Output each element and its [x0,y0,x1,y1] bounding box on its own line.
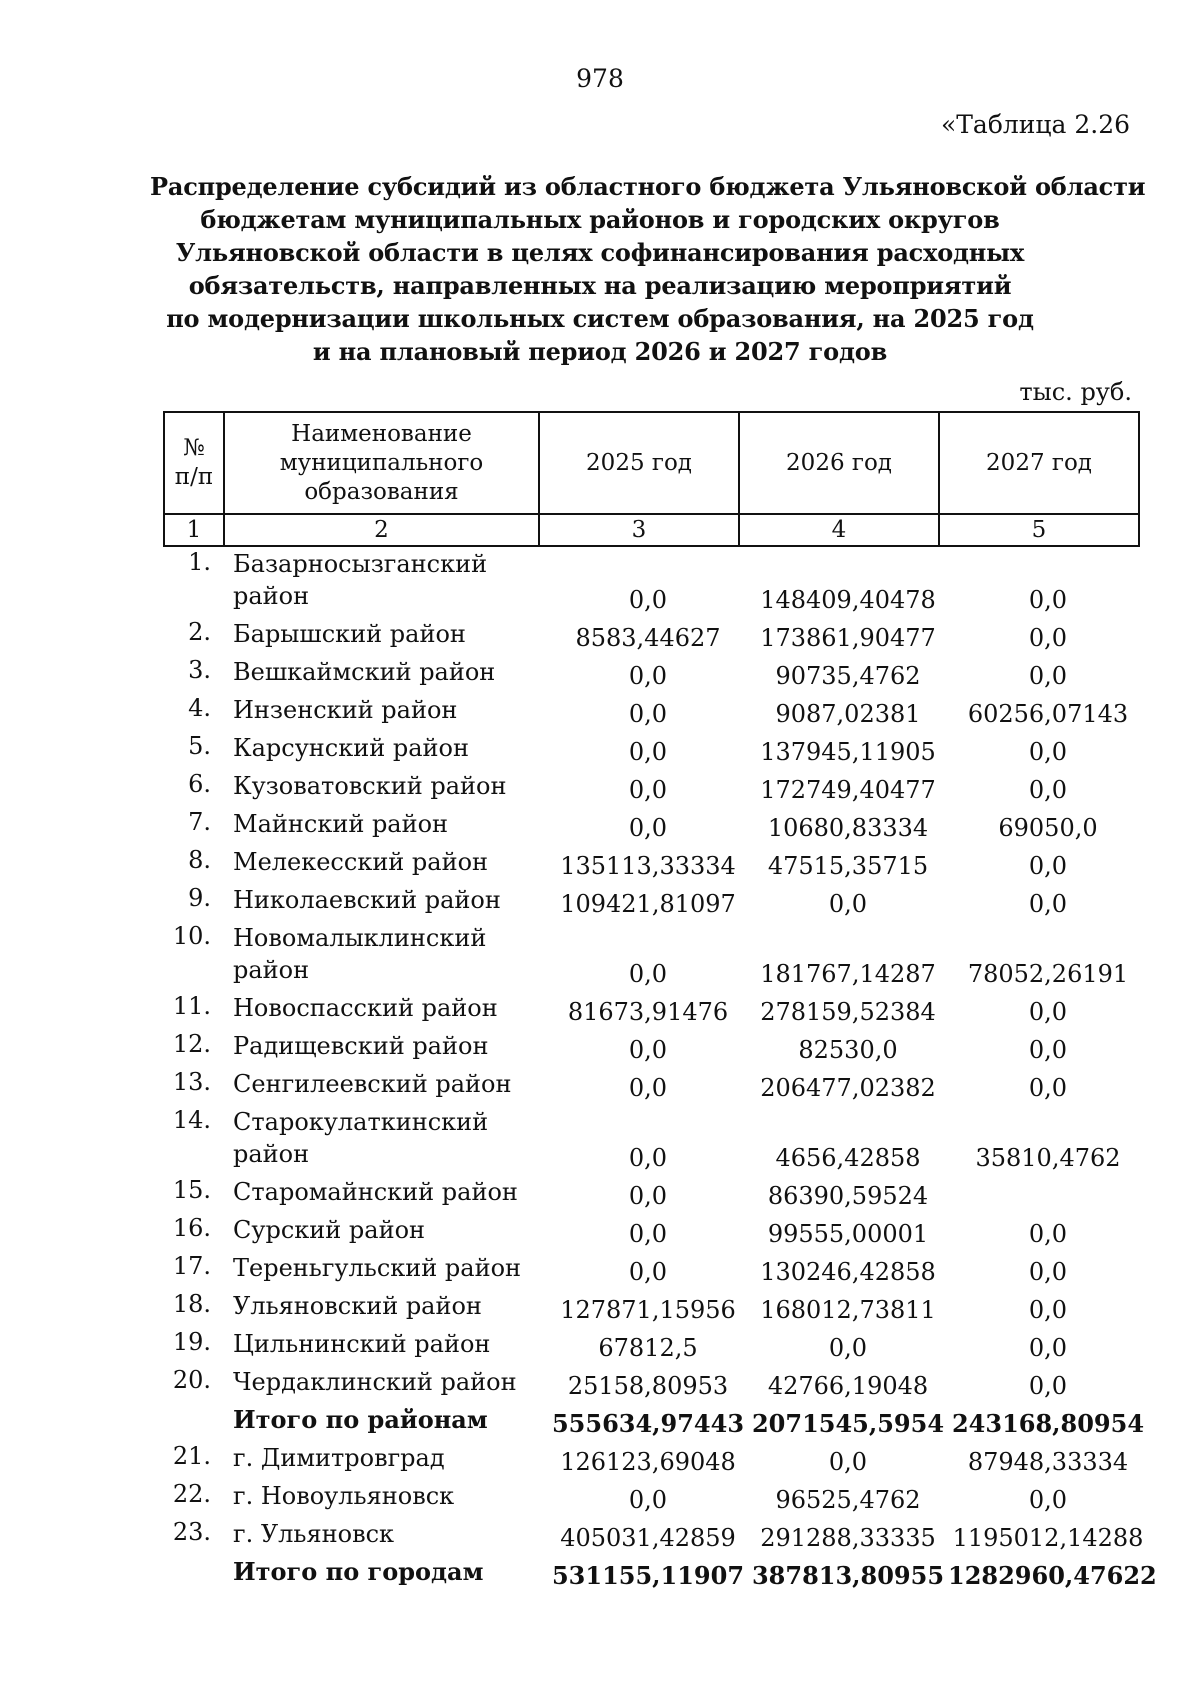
value-2025: 0,0 [628,662,668,690]
municipality-name-line: Базарносызганский [233,550,488,578]
municipality-name [233,1290,523,1322]
value-2025: 109421,81097 [560,890,736,918]
value-2026: 278159,52384 [760,998,936,1026]
value-2027: 69050,0 [998,814,1098,842]
municipality-name [233,1480,523,1512]
value-2027: 0,0 [1028,738,1068,766]
table-row [163,770,1143,808]
title-line: Ульяновской области в целях софинансирования расходных [175,238,1025,267]
value-2026: 86390,59524 [767,1182,929,1210]
table-body [163,548,1157,1594]
value-2027: 0,0 [1028,1486,1068,1514]
value-2025: 8583,44627 [575,624,721,652]
header-cell-2027: 2027 год [939,412,1139,514]
value-2025: 0,0 [628,1486,668,1514]
value-2025: 0,0 [628,1144,668,1172]
value-2027: 0,0 [1028,1074,1068,1102]
value-2027: 243168,80954 [951,1409,1145,1438]
document-title [150,170,1146,368]
title-line: обязательств, направленных на реализацию мероприятий [188,271,1012,300]
value-2025: 0,0 [628,776,668,804]
row-number: 14. [172,1106,211,1134]
value-2027: 78052,26191 [967,960,1129,988]
municipality-name [233,770,523,802]
municipality-name-line: Цильнинский район [233,1330,491,1358]
municipality-name [233,1328,523,1360]
row-number: 4. [188,694,211,722]
municipality-name [233,1106,523,1170]
value-2026: 148409,40478 [760,586,936,614]
value-2026: 9087,02381 [775,700,921,728]
municipality-name-line: район [233,1140,310,1168]
value-2025: 0,0 [628,960,668,988]
row-number: 2. [188,618,211,646]
value-2026: 387813,80955 [751,1561,945,1590]
table-row [163,694,1143,732]
municipality-name [233,1214,523,1246]
table-row [163,1176,1143,1214]
value-2027: 0,0 [1028,776,1068,804]
table-row [163,1068,1143,1106]
table-row [163,1290,1143,1328]
unit-label: тыс. руб. [1019,378,1132,406]
row-number: 11. [172,992,211,1020]
municipality-name [233,1252,523,1284]
row-number: 17. [172,1252,211,1280]
value-2027: 0,0 [1028,1372,1068,1400]
table-row [163,1252,1143,1290]
value-2025: 81673,91476 [567,998,729,1026]
value-2027: 1282960,47622 [948,1561,1157,1590]
municipality-name-line: район [233,956,310,984]
municipality-name-line: г. Димитровград [233,1444,445,1472]
row-number: 1. [188,548,211,576]
value-2026: 99555,00001 [767,1220,929,1248]
municipality-name-line: Мелекесский район [233,848,489,876]
table-row [163,884,1143,922]
row-number: 23. [172,1518,211,1546]
municipality-name-line: Барышский район [233,620,466,648]
row-number: 19. [172,1328,211,1356]
value-2026: 0,0 [828,1334,868,1362]
municipality-name [233,1442,523,1474]
row-number: 9. [188,884,211,912]
municipality-name-line: Сенгилеевский район [233,1070,512,1098]
row-number: 20. [172,1366,211,1394]
column-number: 2 [224,514,539,546]
row-number: 10. [172,922,211,950]
value-2027: 0,0 [1028,1334,1068,1362]
value-2027: 0,0 [1028,890,1068,918]
value-2025: 0,0 [628,586,668,614]
municipality-name-line: район [233,582,310,610]
table-label: «Таблица 2.26 [940,110,1130,139]
municipality-name-line: Итого по районам [233,1405,488,1434]
value-2025: 0,0 [628,1220,668,1248]
value-2025: 0,0 [628,1036,668,1064]
municipality-name [233,992,523,1024]
municipality-name-line: Итого по городам [233,1557,484,1586]
value-2026: 172749,40477 [760,776,936,804]
municipality-name [233,694,523,726]
value-2026: 0,0 [828,1448,868,1476]
municipality-name-line: Николаевский район [233,886,501,914]
column-number: 3 [539,514,739,546]
municipality-name [233,1176,523,1208]
title-line: бюджетам муниципальных районов и городских округов [200,205,1000,234]
municipality-name [233,1366,523,1398]
table-row [163,922,1143,992]
municipality-name-line: Кузоватовский район [233,772,507,800]
header-cell-2026: 2026 год [739,412,939,514]
table-total-row [163,1556,1157,1594]
value-2025: 135113,33334 [560,852,736,880]
municipality-name [233,656,523,688]
row-number: 18. [172,1290,211,1318]
municipality-name-line: Новоспасский район [233,994,498,1022]
municipality-name [233,1556,523,1588]
value-2025: 405031,42859 [560,1524,736,1552]
page-number: 978 [576,64,624,93]
row-number: 16. [172,1214,211,1242]
value-2026: 173861,90477 [760,624,936,652]
value-2026: 10680,83334 [767,814,929,842]
value-2025: 0,0 [628,814,668,842]
header-cell-2025: 2025 год [539,412,739,514]
value-2025: 0,0 [628,1182,668,1210]
row-number: 12. [172,1030,211,1058]
municipality-name [233,618,523,650]
value-2026: 82530,0 [798,1036,898,1064]
row-number: 3. [188,656,211,684]
row-number: 5. [188,732,211,760]
municipality-name [233,922,523,986]
table-row [163,1106,1143,1176]
value-2027: 0,0 [1028,1036,1068,1064]
table-row [163,618,1143,656]
municipality-name-line: Инзенский район [233,696,458,724]
value-2027: 0,0 [1028,586,1068,614]
row-number: 13. [172,1068,211,1096]
row-number: 22. [172,1480,211,1508]
table-header [163,411,1140,547]
value-2026: 291288,33335 [760,1524,936,1552]
municipality-name-line: г. Ульяновск [233,1520,395,1548]
row-number: 21. [172,1442,211,1470]
value-2026: 168012,73811 [760,1296,936,1324]
municipality-name-line: Чердаклинский район [233,1368,517,1396]
value-2027: 0,0 [1028,1220,1068,1248]
municipality-name-line: Майнский район [233,810,449,838]
row-number: 15. [172,1176,211,1204]
title-line: и на плановый период 2026 и 2027 годов [312,337,888,366]
value-2026: 90735,4762 [775,662,921,690]
table-row [163,1328,1143,1366]
municipality-name [233,846,523,878]
table-total-row [163,1404,1143,1442]
value-2027: 35810,4762 [975,1144,1121,1172]
column-number-row [164,514,1139,546]
table-row [163,1030,1143,1068]
title-line: по модернизации школьных систем образования, на 2025 год [166,304,1034,333]
municipality-name-line: Новомалыклинский [233,924,487,952]
column-number: 1 [164,514,224,546]
value-2026: 96525,4762 [775,1486,921,1514]
column-number: 4 [739,514,939,546]
value-2027: 60256,07143 [967,700,1129,728]
municipality-name-line: Ульяновский район [233,1292,482,1320]
value-2025: 555634,97443 [551,1409,745,1438]
value-2025: 0,0 [628,1258,668,1286]
table-row [163,1518,1143,1556]
municipality-name-line: Старокулаткинский [233,1108,489,1136]
value-2026: 4656,42858 [775,1144,921,1172]
value-2025: 0,0 [628,738,668,766]
municipality-name-line: Радищевский район [233,1032,489,1060]
value-2025: 127871,15956 [560,1296,736,1324]
value-2025: 126123,69048 [560,1448,736,1476]
row-number: 6. [188,770,211,798]
municipality-name [233,548,523,612]
value-2026: 130246,42858 [760,1258,936,1286]
municipality-name-line: Тереньгульский район [233,1254,522,1282]
value-2026: 206477,02382 [760,1074,936,1102]
table-row [163,1480,1143,1518]
value-2025: 0,0 [628,700,668,728]
municipality-name [233,1404,523,1436]
value-2025: 0,0 [628,1074,668,1102]
value-2027: 0,0 [1028,1258,1068,1286]
header-row [164,412,1139,514]
table-row [163,1366,1143,1404]
value-2026: 0,0 [828,890,868,918]
value-2025: 531155,11907 [551,1561,745,1590]
table-row [163,1214,1143,1252]
value-2026: 137945,11905 [760,738,936,766]
header-cell-number: № п/п [164,412,224,514]
value-2027: 0,0 [1028,1296,1068,1324]
municipality-name-line: Сурский район [233,1216,426,1244]
municipality-name-line: Вешкаймский район [233,658,496,686]
column-number: 5 [939,514,1139,546]
table-row [163,992,1143,1030]
municipality-name-line: Старомайнский район [233,1178,518,1206]
table-row [163,548,1143,618]
value-2026: 181767,14287 [760,960,936,988]
value-2026: 42766,19048 [767,1372,929,1400]
municipality-name [233,1030,523,1062]
table-row [163,656,1143,694]
value-2027: 1195012,14288 [952,1524,1144,1552]
value-2025: 25158,80953 [567,1372,729,1400]
value-2027: 87948,33334 [967,1448,1129,1476]
table-row [163,732,1143,770]
value-2026: 47515,35715 [767,852,929,880]
title-line: Распределение субсидий из областного бюджета Ульяновской области [150,172,1146,201]
table-row [163,808,1143,846]
row-number: 8. [188,846,211,874]
value-2025: 67812,5 [598,1334,698,1362]
municipality-name [233,808,523,840]
row-number: 7. [188,808,211,836]
value-2027: 0,0 [1028,852,1068,880]
value-2027: 0,0 [1028,624,1068,652]
municipality-name [233,1068,523,1100]
municipality-name-line: г. Новоульяновск [233,1482,455,1510]
value-2027: 0,0 [1028,998,1068,1026]
value-2027: 0,0 [1028,662,1068,690]
header-cell-name: Наименование муниципального образования [224,412,539,514]
table-row [163,846,1143,884]
municipality-name [233,884,523,916]
value-2026: 2071545,5954 [751,1409,945,1438]
table-row [163,1442,1143,1480]
municipality-name [233,732,523,764]
municipality-name-line: Карсунский район [233,734,469,762]
municipality-name [233,1518,523,1550]
